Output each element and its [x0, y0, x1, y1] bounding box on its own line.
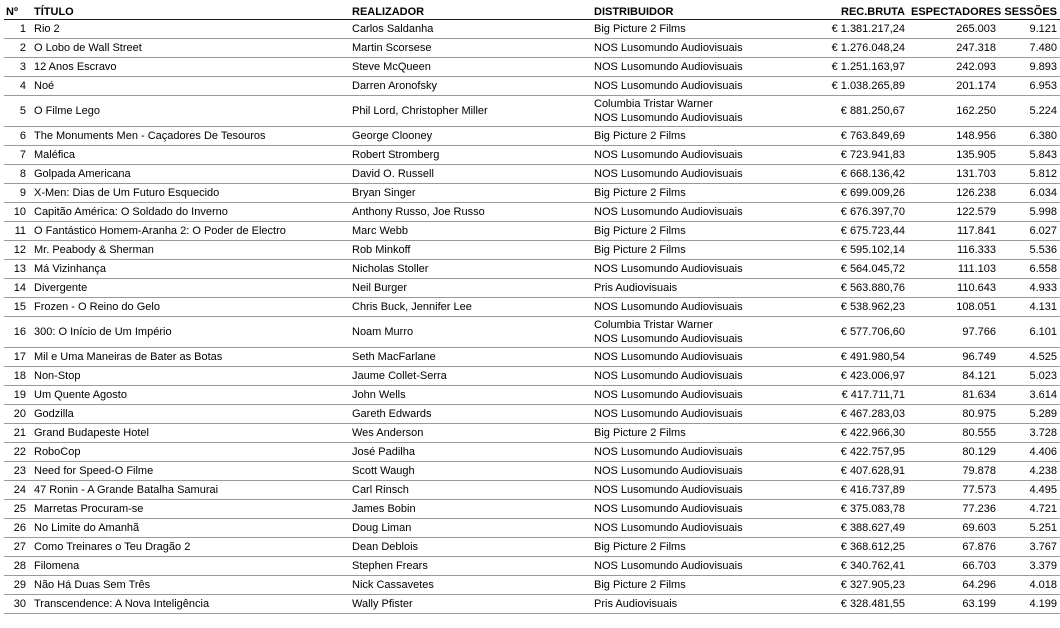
row-sessions: 9.893	[1029, 60, 1057, 73]
row-director: Steve McQueen	[352, 60, 431, 73]
row-sessions: 5.224	[1029, 104, 1057, 117]
row-title: Mr. Peabody & Sherman	[34, 243, 154, 256]
header-number: Nº	[6, 6, 18, 18]
row-distributor	[591, 260, 787, 279]
row-viewers: 80.975	[962, 407, 996, 420]
row-sessions: 3.767	[1029, 540, 1057, 553]
row-title: O Filme Lego	[34, 104, 101, 117]
row-sessions: 9.121	[1029, 22, 1057, 35]
row-gross: € 538.962,23	[840, 300, 905, 313]
row-distributor	[591, 96, 787, 127]
row-number: 20	[13, 407, 26, 420]
row-viewers: 97.766	[962, 325, 996, 338]
row-viewers: 80.555	[962, 426, 996, 439]
row-gross: € 340.762,41	[840, 559, 905, 572]
row-distributor-line: NOS Lusomundo Audiovisuais	[594, 301, 743, 313]
row-sessions: 4.495	[1029, 483, 1057, 496]
row-gross: € 676.397,70	[840, 205, 905, 218]
row-viewers: 148.956	[956, 129, 996, 142]
row-viewers: 201.174	[956, 79, 996, 92]
row-distributor	[591, 348, 787, 367]
row-distributor-line: Big Picture 2 Films	[594, 579, 686, 591]
row-title: Non-Stop	[34, 369, 81, 382]
row-distributor	[591, 462, 787, 481]
row-gross: € 422.966,30	[840, 426, 905, 439]
row-director: Nick Cassavetes	[352, 578, 434, 591]
row-distributor-line: Big Picture 2 Films	[594, 244, 686, 256]
row-number: 28	[13, 559, 26, 572]
row-gross: € 467.283,03	[840, 407, 905, 420]
row-viewers: 96.749	[962, 350, 996, 363]
row-distributor-line: NOS Lusomundo Audiovisuais	[594, 446, 743, 458]
row-distributor-line: NOS Lusomundo Audiovisuais	[594, 503, 743, 515]
row-director: Neil Burger	[352, 281, 408, 294]
row-gross: € 668.136,42	[840, 167, 905, 180]
row-number: 1	[19, 22, 26, 35]
row-sessions: 4.933	[1029, 281, 1057, 294]
row-distributor	[591, 386, 787, 405]
row-title: Como Treinares o Teu Dragão 2	[34, 540, 191, 553]
row-viewers: 66.703	[962, 559, 996, 572]
row-viewers: 247.318	[956, 41, 996, 54]
row-distributor-line: Big Picture 2 Films	[594, 130, 686, 142]
row-director: Bryan Singer	[352, 186, 416, 199]
table-row	[4, 386, 1060, 405]
row-number: 8	[19, 167, 26, 180]
row-distributor-line: NOS Lusomundo Audiovisuais	[594, 465, 743, 477]
row-viewers: 67.876	[962, 540, 996, 553]
row-number: 19	[13, 388, 26, 401]
row-title: Need for Speed-O Filme	[34, 464, 154, 477]
row-number: 18	[13, 369, 26, 382]
row-distributor-line: NOS Lusomundo Audiovisuais	[594, 333, 743, 345]
row-title: 12 Anos Escravo	[34, 60, 117, 73]
table-row	[4, 241, 1060, 260]
row-distributor-line: Pris Audiovisuais	[594, 282, 678, 294]
row-title: Capitão América: O Soldado do Inverno	[34, 205, 228, 218]
row-gross: € 368.612,25	[840, 540, 905, 553]
row-number: 23	[13, 464, 26, 477]
row-viewers: 108.051	[956, 300, 996, 313]
row-distributor	[591, 519, 787, 538]
row-title: 47 Ronin - A Grande Batalha Samurai	[34, 483, 219, 496]
table-row	[4, 20, 1060, 39]
row-number: 9	[19, 186, 26, 199]
row-distributor-line: NOS Lusomundo Audiovisuais	[594, 42, 743, 54]
row-gross: € 1.251.163,97	[831, 60, 905, 73]
table-row	[4, 481, 1060, 500]
row-sessions: 4.238	[1029, 464, 1057, 477]
row-viewers: 81.634	[962, 388, 996, 401]
row-director: Doug Liman	[352, 521, 412, 534]
row-viewers: 117.841	[957, 224, 996, 237]
row-director: David O. Russell	[352, 167, 434, 180]
box-office-table-sheet	[4, 4, 1057, 614]
row-sessions: 6.380	[1029, 129, 1057, 142]
row-gross: € 1.381.217,24	[831, 22, 905, 35]
row-distributor	[591, 241, 787, 260]
row-gross: € 564.045,72	[840, 262, 905, 275]
row-distributor-line: Columbia Tristar Warner	[594, 319, 713, 331]
row-number: 2	[19, 41, 26, 54]
row-number: 4	[19, 79, 26, 92]
row-distributor	[591, 58, 787, 77]
row-number: 5	[19, 104, 26, 117]
row-number: 26	[13, 521, 26, 534]
row-director: Carl Rinsch	[352, 483, 409, 496]
row-director: José Padilha	[352, 445, 415, 458]
row-distributor	[591, 405, 787, 424]
row-number: 12	[13, 243, 26, 256]
row-viewers: 126.238	[956, 186, 996, 199]
row-viewers: 79.878	[962, 464, 996, 477]
row-distributor	[591, 203, 787, 222]
row-distributor-line: Big Picture 2 Films	[594, 541, 686, 553]
row-title: Não Há Duas Sem Três	[34, 578, 151, 591]
row-gross: € 388.627,49	[840, 521, 905, 534]
table-row	[4, 424, 1060, 443]
row-number: 16	[13, 325, 26, 338]
row-title: Filomena	[34, 559, 80, 572]
row-gross: € 595.102,14	[840, 243, 905, 256]
row-distributor-line: Big Picture 2 Films	[594, 23, 686, 35]
row-distributor	[591, 127, 787, 146]
row-sessions: 5.023	[1029, 369, 1057, 382]
row-distributor	[591, 279, 787, 298]
row-title: Mil e Uma Maneiras de Bater as Botas	[34, 350, 223, 363]
table-row	[4, 367, 1060, 386]
row-director: Robert Stromberg	[352, 148, 440, 161]
row-viewers: 162.250	[956, 104, 996, 117]
row-distributor	[591, 500, 787, 519]
row-sessions: 3.614	[1029, 388, 1057, 401]
row-number: 7	[19, 148, 26, 161]
row-number: 30	[13, 597, 26, 610]
table-row	[4, 298, 1060, 317]
row-sessions: 5.998	[1029, 205, 1057, 218]
row-number: 3	[19, 60, 26, 73]
row-director: Stephen Frears	[352, 559, 428, 572]
header-row	[4, 4, 1060, 20]
row-gross: € 723.941,83	[840, 148, 905, 161]
row-distributor	[591, 146, 787, 165]
row-number: 22	[13, 445, 26, 458]
row-director: Phil Lord, Christopher Miller	[352, 104, 488, 117]
row-director: George Clooney	[352, 129, 433, 142]
row-distributor-line: NOS Lusomundo Audiovisuais	[594, 80, 743, 92]
row-director: Scott Waugh	[352, 464, 415, 477]
box-office-table	[4, 4, 1060, 614]
row-sessions: 4.406	[1029, 445, 1057, 458]
table-header	[4, 4, 1060, 20]
row-viewers: 135.905	[956, 148, 996, 161]
row-director: Chris Buck, Jennifer Lee	[352, 300, 472, 313]
row-gross: € 328.481,55	[840, 597, 905, 610]
row-director: Wes Anderson	[352, 426, 424, 439]
row-director: John Wells	[352, 388, 406, 401]
row-distributor	[591, 317, 787, 348]
row-distributor-line: NOS Lusomundo Audiovisuais	[594, 522, 743, 534]
row-number: 24	[13, 483, 26, 496]
row-number: 14	[13, 281, 26, 294]
row-title: Grand Budapeste Hotel	[34, 426, 149, 439]
row-title: Má Vizinhança	[34, 262, 106, 275]
row-director: James Bobin	[352, 502, 416, 515]
header-gross: REC.BRUTA	[841, 6, 905, 18]
row-viewers: 110.643	[957, 281, 996, 294]
table-row	[4, 77, 1060, 96]
row-gross: € 1.276.048,24	[831, 41, 905, 54]
row-gross: € 417.711,71	[841, 388, 905, 401]
row-title: No Limite do Amanhã	[34, 521, 140, 534]
row-number: 6	[19, 129, 26, 142]
row-viewers: 64.296	[962, 578, 996, 591]
row-distributor	[591, 576, 787, 595]
row-distributor-line: Big Picture 2 Films	[594, 427, 686, 439]
row-sessions: 3.379	[1029, 559, 1057, 572]
row-distributor	[591, 165, 787, 184]
row-distributor	[591, 77, 787, 96]
row-title: RoboCop	[34, 445, 81, 458]
table-row	[4, 222, 1060, 241]
row-distributor-line: Big Picture 2 Films	[594, 225, 686, 237]
row-director: Jaume Collet-Serra	[352, 369, 447, 382]
row-distributor-line: Big Picture 2 Films	[594, 187, 686, 199]
row-distributor	[591, 595, 787, 614]
row-viewers: 77.236	[962, 502, 996, 515]
row-distributor	[591, 367, 787, 386]
table-row	[4, 203, 1060, 222]
row-distributor	[591, 481, 787, 500]
table-row	[4, 127, 1060, 146]
row-number: 15	[13, 300, 26, 313]
table-row	[4, 405, 1060, 424]
row-title: Rio 2	[34, 22, 60, 35]
table-row	[4, 519, 1060, 538]
table-row	[4, 165, 1060, 184]
row-director: Anthony Russo, Joe Russo	[352, 205, 485, 218]
row-distributor	[591, 39, 787, 58]
row-number: 25	[13, 502, 26, 515]
row-number: 11	[14, 224, 26, 237]
table-row	[4, 500, 1060, 519]
table-row	[4, 260, 1060, 279]
row-sessions: 6.953	[1029, 79, 1057, 92]
row-distributor-line: NOS Lusomundo Audiovisuais	[594, 351, 743, 363]
row-sessions: 4.525	[1029, 350, 1057, 363]
table-row	[4, 557, 1060, 576]
row-gross: € 491.980,54	[840, 350, 905, 363]
row-title: The Monuments Men - Caçadores De Tesouros	[34, 129, 266, 142]
row-distributor-line: NOS Lusomundo Audiovisuais	[594, 370, 743, 382]
row-viewers: 111.103	[957, 262, 996, 275]
row-sessions: 5.289	[1029, 407, 1057, 420]
table-row	[4, 576, 1060, 595]
row-sessions: 4.721	[1029, 502, 1057, 515]
row-title: Noé	[34, 79, 55, 92]
row-distributor-line: NOS Lusomundo Audiovisuais	[594, 263, 743, 275]
row-distributor-line: NOS Lusomundo Audiovisuais	[594, 149, 743, 161]
row-title: Golpada Americana	[34, 167, 131, 180]
row-viewers: 69.603	[962, 521, 996, 534]
row-number: 17	[13, 350, 26, 363]
row-distributor-line: NOS Lusomundo Audiovisuais	[594, 389, 743, 401]
row-distributor	[591, 184, 787, 203]
row-title: O Lobo de Wall Street	[34, 41, 142, 54]
row-gross: € 407.628,91	[840, 464, 905, 477]
row-sessions: 4.131	[1029, 300, 1057, 313]
row-viewers: 63.199	[962, 597, 996, 610]
row-title: Maléfica	[34, 148, 75, 161]
row-title: Marretas Procuram-se	[34, 502, 144, 515]
header-sessions: SESSÕES	[1004, 6, 1057, 18]
table-row	[4, 146, 1060, 165]
row-title: O Fantástico Homem-Aranha 2: O Poder de Electro	[34, 224, 286, 237]
row-sessions: 6.027	[1029, 224, 1057, 237]
row-sessions: 5.251	[1029, 521, 1057, 534]
table-row	[4, 96, 1060, 127]
row-number: 29	[13, 578, 26, 591]
row-sessions: 6.034	[1029, 186, 1057, 199]
row-gross: € 577.706,60	[840, 325, 905, 338]
row-title: Frozen - O Reino do Gelo	[34, 300, 160, 313]
row-title: Godzilla	[34, 407, 74, 420]
row-distributor	[591, 298, 787, 317]
row-sessions: 3.728	[1029, 426, 1057, 439]
table-row	[4, 538, 1060, 557]
row-director: Martin Scorsese	[352, 41, 432, 54]
row-distributor	[591, 222, 787, 241]
table-row	[4, 462, 1060, 481]
row-sessions: 7.480	[1029, 41, 1057, 54]
header-director: REALIZADOR	[352, 6, 425, 18]
row-gross: € 1.038.265,89	[831, 79, 905, 92]
row-gross: € 563.880,76	[840, 281, 905, 294]
row-gross: € 327.905,23	[840, 578, 905, 591]
row-sessions: 6.558	[1029, 262, 1057, 275]
row-gross: € 763.849,69	[840, 129, 905, 142]
row-sessions: 6.101	[1029, 325, 1057, 338]
row-number: 13	[13, 262, 26, 275]
row-viewers: 77.573	[962, 483, 996, 496]
table-row	[4, 317, 1060, 348]
row-title: Um Quente Agosto	[34, 388, 127, 401]
table-row	[4, 184, 1060, 203]
row-sessions: 4.018	[1029, 578, 1057, 591]
row-director: Marc Webb	[352, 224, 409, 237]
table-row	[4, 348, 1060, 367]
row-distributor	[591, 424, 787, 443]
row-number: 21	[13, 426, 26, 439]
row-title: 300: O Início de Um Império	[34, 325, 172, 338]
row-director: Rob Minkoff	[352, 243, 411, 256]
header-viewers: ESPECTADORES	[911, 6, 1002, 18]
row-distributor	[591, 20, 787, 39]
row-distributor	[591, 557, 787, 576]
row-viewers: 116.333	[957, 243, 996, 256]
row-gross: € 416.737,89	[840, 483, 905, 496]
row-gross: € 422.757,95	[840, 445, 905, 458]
row-number: 27	[13, 540, 26, 553]
row-distributor	[591, 443, 787, 462]
row-director: Dean Deblois	[352, 540, 419, 553]
row-gross: € 699.009,26	[840, 186, 905, 199]
row-director: Seth MacFarlane	[352, 350, 436, 363]
row-gross: € 375.083,78	[840, 502, 905, 515]
row-title: Transcendence: A Nova Inteligência	[34, 597, 210, 610]
row-gross: € 675.723,44	[840, 224, 905, 237]
row-distributor-line: NOS Lusomundo Audiovisuais	[594, 484, 743, 496]
table-row	[4, 39, 1060, 58]
header-title: TÍTULO	[34, 6, 74, 18]
row-sessions: 5.536	[1029, 243, 1057, 256]
row-distributor-line: NOS Lusomundo Audiovisuais	[594, 408, 743, 420]
row-viewers: 265.003	[956, 22, 996, 35]
table-row	[4, 595, 1060, 614]
row-viewers: 131.703	[956, 167, 996, 180]
row-director: Noam Murro	[352, 325, 414, 338]
row-director: Carlos Saldanha	[352, 22, 434, 35]
row-distributor-line: NOS Lusomundo Audiovisuais	[594, 168, 743, 180]
row-director: Nicholas Stoller	[352, 262, 429, 275]
row-distributor-line: NOS Lusomundo Audiovisuais	[594, 61, 743, 73]
row-viewers: 80.129	[962, 445, 996, 458]
row-title: X-Men: Dias de Um Futuro Esquecido	[34, 186, 220, 199]
table-body	[4, 20, 1060, 614]
row-director: Darren Aronofsky	[352, 79, 437, 92]
row-sessions: 4.199	[1029, 597, 1057, 610]
row-sessions: 5.812	[1029, 167, 1057, 180]
row-viewers: 122.579	[956, 205, 996, 218]
row-director: Gareth Edwards	[352, 407, 432, 420]
table-row	[4, 443, 1060, 462]
row-number: 10	[13, 205, 26, 218]
row-viewers: 84.121	[962, 369, 996, 382]
row-director: Wally Pfister	[352, 597, 413, 610]
table-row	[4, 279, 1060, 298]
row-distributor-line: NOS Lusomundo Audiovisuais	[594, 112, 743, 124]
row-sessions: 5.843	[1029, 148, 1057, 161]
row-title: Divergente	[34, 281, 88, 294]
row-viewers: 242.093	[956, 60, 996, 73]
row-distributor-line: NOS Lusomundo Audiovisuais	[594, 560, 743, 572]
row-gross: € 423.006,97	[840, 369, 905, 382]
header-distributor: DISTRIBUIDOR	[594, 6, 674, 18]
row-distributor-line: NOS Lusomundo Audiovisuais	[594, 206, 743, 218]
row-distributor	[591, 538, 787, 557]
row-distributor-line: Columbia Tristar Warner	[594, 98, 713, 110]
table-row	[4, 58, 1060, 77]
row-distributor-line: Pris Audiovisuais	[594, 598, 678, 610]
row-gross: € 881.250,67	[840, 104, 905, 117]
